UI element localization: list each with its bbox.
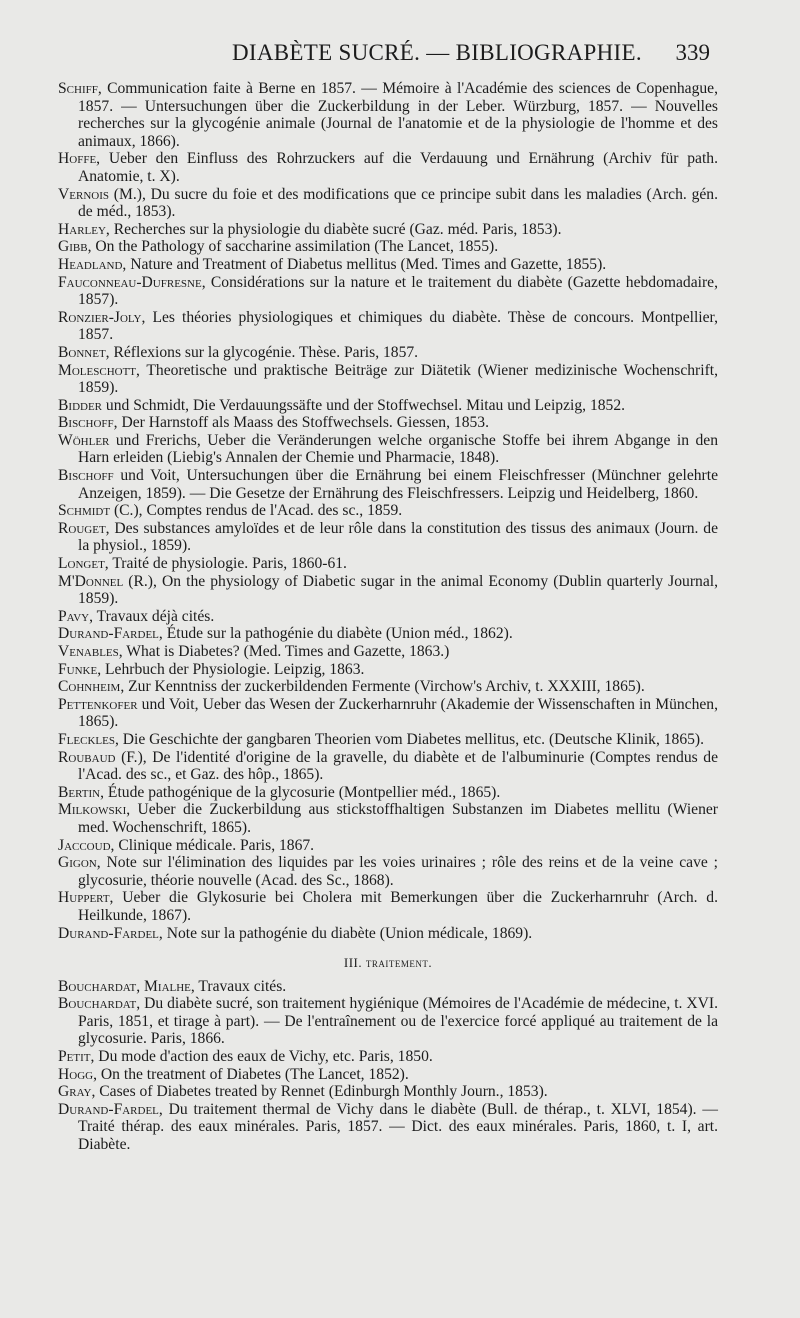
page-number: 339	[675, 40, 710, 65]
author-name: Bidder	[58, 396, 103, 414]
author-name: Headland,	[58, 255, 127, 273]
author-name: Durand-Fardel,	[58, 924, 163, 942]
bibliography-entry	[58, 1048, 718, 1066]
bibliography-entry	[58, 1101, 718, 1154]
author-name: Durand-Fardel,	[58, 625, 163, 643]
author-name: Durand-Fardel,	[58, 1100, 163, 1118]
author-name: Gibb,	[58, 238, 92, 256]
entry-text: Ueber die Glykosurie bei Cholera mit Bemerkungen über die Zuckerharnruhr (Arch. d. Heilkunde, 1867).	[78, 889, 718, 924]
author-name: Venables,	[58, 643, 123, 660]
bibliography-entry	[58, 555, 718, 573]
bibliography-entry	[58, 309, 718, 344]
bibliography-entry	[58, 1066, 718, 1084]
entry-text: Theoretische und praktische Beiträge zur Diätetik (Wiener medizinische Wochenschrift, 1859).	[78, 361, 718, 397]
entry-text: und Frerichs, Ueber die Veränderungen welche organische Stoffe bei ihrem Abgange in den Harn erleiden (Liebig's Annalen der Chemie und Pharmacie, 1848).	[78, 431, 718, 467]
entry-text: Du diabète sucré, son traitement hygiénique (Mémoires de l'Académie de médecine, t. XVI. Paris, 1851, et tirage à part). — De l'entraînement ou de l'exercice forcé appliqué au traitement de la glycosurie. Paris, 1866.	[78, 995, 718, 1048]
author-name: Harley,	[58, 220, 110, 238]
author-name: Cohnheim,	[58, 678, 125, 696]
entry-text: und Schmidt, Die Verdauungssäfte und der Stoffwechsel. Mitau und Leipzig, 1852.	[102, 396, 626, 414]
author-name: Pettenkofer	[58, 695, 138, 713]
entry-text: Travaux cités.	[194, 977, 287, 995]
author-name: Hoffe,	[58, 150, 101, 168]
entry-text: Lehrbuch der Physiologie. Leipzig, 1863.	[101, 660, 365, 678]
bibliography-entry	[58, 221, 718, 239]
bibliography-entry	[58, 608, 718, 626]
author-name: Vernois	[58, 185, 109, 203]
entry-text: Travaux déjà cités.	[93, 607, 215, 625]
bibliography-entry	[58, 362, 718, 397]
bibliography-entry	[58, 502, 718, 520]
bibliography-entry	[58, 344, 718, 362]
bibliography-list-part2	[58, 978, 718, 1154]
bibliography-entry	[58, 467, 718, 502]
entry-text: What is Diabetes? (Med. Times and Gazette, 1863.)	[122, 643, 450, 660]
author-name: Rouget,	[58, 519, 110, 537]
entry-text: Cases of Diabetes treated by Rennet (Edinburgh Monthly Journ., 1853).	[95, 1083, 548, 1101]
entry-text: Étude sur la pathogénie du diabète (Union méd., 1862).	[162, 625, 513, 643]
bibliography-entry	[58, 749, 718, 784]
bibliography-entry	[58, 784, 718, 802]
bibliography-entry	[58, 801, 718, 836]
author-name: Moleschott,	[58, 361, 140, 379]
author-name: Bertin,	[58, 783, 105, 801]
entry-text: Réflexions sur la glycogénie. Thèse. Paris, 1857.	[109, 343, 419, 361]
bibliography-entry	[58, 414, 718, 432]
bibliography-entry	[58, 397, 718, 415]
bibliography-entry	[58, 661, 718, 679]
author-name: Funke,	[58, 660, 102, 678]
bibliography-entry	[58, 854, 718, 889]
author-name: Huppert,	[58, 889, 114, 907]
entry-text: On the Pathology of saccharine assimilation (The Lancet, 1855).	[91, 238, 499, 256]
author-name: Wöhler	[58, 431, 110, 449]
entry-text: Nature and Treatment of Diabetus mellitus (Med. Times and Gazette, 1855).	[126, 255, 607, 273]
bibliography-entry	[58, 696, 718, 731]
entry-text: Zur Kenntniss der zuckerbildenden Fermente (Virchow's Archiv, t. XXXIII, 1865).	[124, 678, 645, 696]
entry-text: Traité de physiologie. Paris, 1860-61.	[108, 555, 347, 573]
entry-text: Recherches sur la physiologie du diabète sucré (Gaz. méd. Paris, 1853).	[109, 220, 562, 238]
bibliography-entry	[58, 520, 718, 555]
entry-text: Note sur la pathogénie du diabète (Union médicale, 1869).	[162, 924, 533, 942]
bibliography-entry	[58, 678, 718, 696]
author-name: Schmidt	[58, 502, 111, 520]
entry-text: Des substances amyloïdes et de leur rôle dans la constitution des tissus des animaux (Journ. de la physiol., 1859).	[78, 519, 718, 555]
entry-text: Clinique médicale. Paris, 1867.	[114, 836, 315, 854]
entry-text: und Voit, Ueber das Wesen der Zuckerharnruhr (Akademie der Wissenschaften in München, 1865).	[78, 695, 718, 731]
bibliography-entry	[58, 625, 718, 643]
bibliography-list-part1	[58, 80, 718, 942]
author-name: M'Donnel	[58, 572, 124, 590]
bibliography-entry	[58, 238, 718, 256]
author-name: Schiff,	[58, 80, 102, 97]
bibliography-entry	[58, 256, 718, 274]
bibliography-entry	[58, 837, 718, 855]
entry-text: Ueber die Zuckerbildung aus stickstoffhaltigen Substanzen im Diabetes mellitu (Wiener med. Wochenschrift, 1865).	[78, 801, 718, 836]
entry-text: Note sur l'élimination des liquides par les voies urinaires ; rôle des reins et de la veine cave ; glycosurie, théorie nouvelle (Acad. des Sc., 1868).	[78, 854, 718, 889]
bibliography-entry	[58, 150, 718, 185]
author-name: Jaccoud,	[58, 836, 115, 854]
bibliography-entry	[58, 925, 718, 943]
author-name: Pavy,	[58, 607, 93, 625]
author-name: Fauconneau-Dufresne,	[58, 273, 206, 291]
author-name: Gigon,	[58, 854, 101, 872]
entry-text: Étude pathogénique de la glycosurie (Montpellier méd., 1865).	[104, 783, 501, 801]
author-name: Ronzier-Joly,	[58, 308, 146, 326]
entry-text: Der Harnstoff als Maass des Stoffwechsels. Giessen, 1853.	[117, 414, 489, 432]
bibliography-entry	[58, 889, 718, 924]
bibliography-entry	[58, 995, 718, 1048]
running-header	[0, 40, 800, 70]
author-name: Roubaud	[58, 748, 116, 766]
author-name: Bouchardat, Mialhe,	[58, 977, 195, 995]
bibliography-entry	[58, 186, 718, 221]
author-name: Bonnet,	[58, 343, 110, 361]
author-name: Bischoff	[58, 467, 114, 485]
author-name: Hogg,	[58, 1065, 97, 1083]
entry-text: (F.), De l'identité d'origine de la gravelle, du diabète et de l'albuminurie (Comptes rendus de l'Acad. des sc., et Gaz. des hôp., 1865).	[78, 748, 718, 784]
entry-text: (C.), Comptes rendus de l'Acad. des sc., 1859.	[110, 502, 403, 520]
entry-text: Die Geschichte der gangbaren Theorien vom Diabetes mellitus, etc. (Deutsche Klinik, 1865).	[118, 730, 705, 748]
entry-text: On the treatment of Diabetes (The Lancet, 1852).	[97, 1065, 409, 1083]
author-name: Milkowski,	[58, 801, 131, 819]
bibliography-body	[58, 80, 718, 1154]
entry-text: Les théories physiologiques et chimiques du diabète. Thèse de concours. Montpellier, 1857.	[78, 308, 718, 344]
bibliography-entry	[58, 1083, 718, 1101]
entry-text: Communication faite à Berne en 1857. — Mémoire à l'Académie des sciences de Copenhague, 1857. — Untersuchungen über die Zuckerbildung in der Leber. Würzburg, 1857. — Nouvelles recherches sur la glycogénie animale (Journal de l'anatomie et de la physiologie de l'homme et des animaux, 1866).	[78, 80, 718, 150]
bibliography-entry	[58, 573, 718, 608]
entry-text: Du mode d'action des eaux de Vichy, etc. Paris, 1850.	[94, 1048, 433, 1066]
bibliography-entry	[58, 80, 718, 150]
entry-text: Ueber den Einfluss des Rohrzuckers auf die Verdauung und Ernährung (Archiv für path. Anatomie, t. X).	[78, 150, 718, 185]
section-heading: III. traitement.	[343, 955, 433, 971]
entry-text: (R.), On the physiology of Diabetic sugar in the animal Economy (Dublin quarterly Journal, 1859).	[78, 572, 718, 608]
author-name: Petit,	[58, 1048, 95, 1066]
author-name: Longet,	[58, 555, 109, 573]
author-name: Bischoff,	[58, 414, 118, 432]
author-name: Gray,	[58, 1083, 96, 1101]
entry-text: Considérations sur la nature et le traitement du diabète (Gazette hebdomadaire, 1857).	[78, 273, 718, 309]
bibliography-entry	[58, 432, 718, 467]
entry-text: Du traitement thermal de Vichy dans le diabète (Bull. de thérap., t. XLVI, 1854). — Traité thérap. des eaux minérales. Paris, 1857. — Dict. des eaux minérales. Paris, 1860, t. I, art. Diabète.	[78, 1100, 718, 1154]
author-name: Fleckles,	[58, 730, 119, 748]
bibliography-entry	[58, 274, 718, 309]
bibliography-entry	[58, 731, 718, 749]
bibliography-entry	[58, 978, 718, 996]
author-name: Bouchardat,	[58, 995, 141, 1013]
page-title: DIABÈTE SUCRÉ. — BIBLIOGRAPHIE.	[232, 40, 642, 65]
entry-text: (M.), Du sucre du foie et des modifications que ce principe subit dans les maladies (Arch. gén. de méd., 1853).	[78, 185, 718, 221]
entry-text: und Voit, Untersuchungen über die Ernährung bei einem Fleischfresser (Münchner gelehrte Anzeigen, 1859). — Die Gesetze der Ernährung des Fleischfressers. Leipzig und Heidelberg, 1860.	[78, 467, 718, 502]
bibliography-entry	[58, 643, 718, 661]
